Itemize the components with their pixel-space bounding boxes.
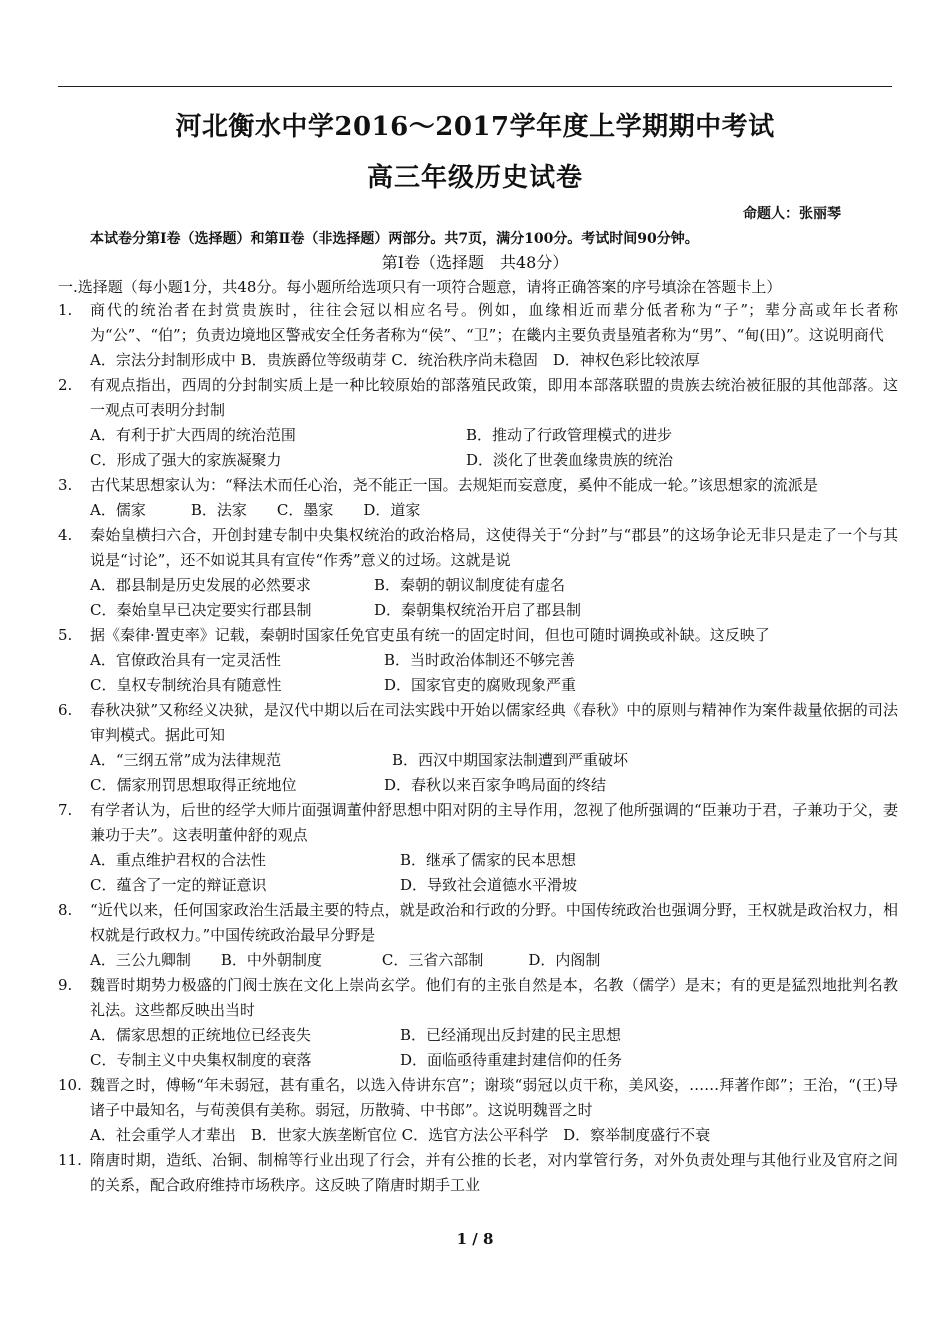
answer-options: A．三公九卿制 B．中外朝制度 C．三省六部制 D．内阁制 <box>90 951 601 969</box>
option-a: A．官僚政治具有一定灵活性 <box>90 651 281 669</box>
option-b: B．推动了行政管理模式的进步 <box>466 426 673 444</box>
question <box>58 798 898 898</box>
question <box>58 523 898 623</box>
option-d: D．面临亟待重建封建信仰的任务 <box>400 1051 623 1069</box>
question-stem: 据《秦律·置吏率》记载，秦朝时国家任免官吏虽有统一的固定时间，但也可随时调换或补缺。这反映了 <box>90 626 770 644</box>
question <box>58 623 898 698</box>
option-a: A．有利于扩大西周的统治范围 <box>90 426 296 444</box>
option-c: C．形成了强大的家族凝聚力 <box>90 451 282 469</box>
question-stem: 商代的统治者在封赏贵族时，往往会冠以相应名号。例如，血缘相近而辈分低者称为“子”；辈分高或年长者称为“公”、“伯”；负责边境地区警戒安全任务者称为“侯”、“卫”；在畿内主要负责垦殖者称为“男”、“甸(田)”。这说明商代 <box>90 301 898 344</box>
question-number: 4. <box>58 526 73 544</box>
part-heading: 第Ⅰ卷（选择题 共48分） <box>381 253 569 272</box>
question-stem: “近代以来，任何国家政治生活最主要的特点，就是政治和行政的分野。中国传统政治也强调分野，王权就是政治权力，相权就是行政权力。”中国传统政治最早分野是 <box>90 901 898 944</box>
option-b: B．已经涌现出反封建的民主思想 <box>400 1026 622 1044</box>
question-list <box>58 298 898 1198</box>
answer-options: A．宗法分封制形成中 B．贵族爵位等级萌芽 C．统治秩序尚未稳固 D．神权色彩比较浓厚 <box>90 351 700 369</box>
question-number: 6. <box>58 701 73 719</box>
option-b: B．当时政治体制还不够完善 <box>384 651 576 669</box>
question-stem: 魏晋之时，傅畅“年未弱冠，甚有重名，以选入侍讲东宫”；谢琰“弱冠以贞干称，美风姿，……拜著作郎”；王治，“(王)导诸子中最知名，与荀羡俱有美称。弱冠，历散骑、中书郎”。这说明魏晋之时 <box>90 1076 898 1119</box>
question <box>58 473 898 523</box>
question <box>58 1073 898 1148</box>
exam-subtitle: 高三年级历史试卷 <box>366 163 583 193</box>
question <box>58 973 898 1073</box>
question-stem: 魏晋时期势力极盛的门阀士族在文化上崇尚玄学。他们有的主张自然是本，名教（儒学）是末；有的更是猛烈地批判名教礼法。这些都反映出当时 <box>90 976 898 1019</box>
question-stem: 秦始皇横扫六合，开创封建专制中央集权统治的政治格局，这使得关于“分封”与“郡县”的这场争论无非只是走了一个与其说是“讨论”，还不如说其具有宣传“作秀”意义的过场。这就是说 <box>90 526 898 569</box>
option-a: A．郡县制是历史发展的必然要求 <box>90 576 311 594</box>
answer-options: A．儒家 B．法家 C．墨家 D．道家 <box>90 501 421 519</box>
question-number: 2. <box>58 376 73 394</box>
question-stem: 古代某思想家认为：“释法术而任心治，尧不能正一国。去规矩而妄意度，奚仲不能成一轮。”该思想家的流派是 <box>90 476 818 494</box>
option-c: C．专制主义中央集权制度的衰落 <box>90 1051 312 1069</box>
option-d: D．春秋以来百家争鸣局面的终结 <box>384 776 607 794</box>
question-stem: 有观点指出，西周的分封制实质上是一种比较原始的部落殖民政策，即用本部落联盟的贵族去统治被征服的其他部落。这一观点可表明分封制 <box>90 376 898 419</box>
question-number: 11. <box>58 1151 82 1169</box>
question <box>58 698 898 798</box>
question-number: 10. <box>58 1076 82 1094</box>
exam-instructions: 本试卷分第Ⅰ卷（选择题）和第Ⅱ卷（非选择题）两部分。共7页，满分100分。考试时间90分钟。 <box>90 231 699 247</box>
author-line: 命题人：张丽琴 <box>743 206 841 222</box>
section-heading: 一.选择题（每小题1分，共48分。每小题所给选项只有一项符合题意，请将正确答案的序号填涂在答题卡上） <box>58 278 782 296</box>
question <box>58 898 898 973</box>
question-number: 9. <box>58 976 73 994</box>
option-d: D．秦朝集权统治开启了郡县制 <box>374 601 582 619</box>
option-c: C．秦始皇早已决定要实行郡县制 <box>90 601 312 619</box>
option-b: B．继承了儒家的民本思想 <box>400 851 577 869</box>
option-d: D．淡化了世袭血缘贵族的统治 <box>466 451 674 469</box>
question <box>58 373 898 473</box>
question-number: 1. <box>58 301 73 319</box>
question-stem: 有学者认为，后世的经学大师片面强调董仲舒思想中阳对阴的主导作用，忽视了他所强调的“臣兼功于君，子兼功于父，妻兼功于夫”。这表明董仲舒的观点 <box>90 801 898 844</box>
question <box>58 1148 898 1198</box>
header-rule <box>58 86 892 87</box>
question-number: 8. <box>58 901 73 919</box>
option-a: A．重点维护君权的合法性 <box>90 851 266 869</box>
answer-options: A．社会重学人才辈出 B．世家大族垄断官位 C．选官方法公平科学 D．察举制度盛行不衰 <box>90 1126 711 1144</box>
option-b: B．秦朝的朝议制度徒有虚名 <box>374 576 566 594</box>
question-number: 5. <box>58 626 73 644</box>
question <box>58 298 898 373</box>
option-c: C．蕴含了一定的辩证意识 <box>90 876 267 894</box>
option-a: A．“三纲五常”成为法律规范 <box>90 751 282 769</box>
option-c: C．皇权专制统治具有随意性 <box>90 676 282 694</box>
option-a: A．儒家思想的正统地位已经丧失 <box>90 1026 311 1044</box>
option-c: C．儒家刑罚思想取得正统地位 <box>90 776 297 794</box>
page-number: 1 / 8 <box>456 1230 494 1248</box>
question-stem: 隋唐时期，造纸、冶铜、制棉等行业出现了行会，并有公推的长老，对内掌管行务，对外负责处理与其他行业及官府之间的关系，配合政府维持市场秩序。这反映了隋唐时期手工业 <box>90 1151 898 1194</box>
question-stem: 春秋决狱”又称经义决狱，是汉代中期以后在司法实践中开始以儒家经典《春秋》中的原则与精神作为案件裁量依据的司法审判模式。据此可知 <box>90 701 898 744</box>
option-d: D．导致社会道德水平滑坡 <box>400 876 578 894</box>
option-d: D．国家官吏的腐败现象严重 <box>384 676 577 694</box>
question-number: 3. <box>58 476 73 494</box>
question-number: 7. <box>58 801 73 819</box>
exam-title: 河北衡水中学2016～2017学年度上学期期中考试 <box>175 112 775 142</box>
option-b: B．西汉中期国家法制遭到严重破坏 <box>392 751 629 769</box>
